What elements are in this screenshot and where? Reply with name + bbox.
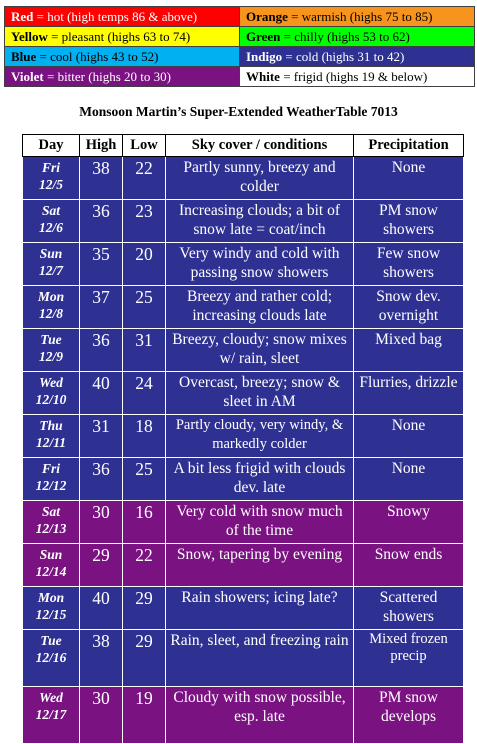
- table-row: [23, 286, 464, 329]
- day-cell: [23, 687, 80, 744]
- legend-item-violet: [5, 67, 240, 87]
- header-precipitation: Precipitation: [354, 135, 464, 157]
- header-high: High: [80, 135, 123, 157]
- precipitation: Flurries, drizzle: [354, 372, 464, 415]
- table-row: [23, 372, 464, 415]
- day-of-week: Thu: [39, 418, 63, 433]
- legend-row: [5, 47, 475, 67]
- low-temp: 25: [123, 286, 166, 329]
- high-temp: 36: [80, 458, 123, 501]
- high-temp: 38: [80, 630, 123, 687]
- day-cell: [23, 544, 80, 587]
- legend-color-name: Green: [246, 28, 281, 44]
- day-cell: [23, 501, 80, 544]
- day-of-week: Fri: [41, 461, 60, 476]
- table-row: [23, 329, 464, 372]
- sky-conditions: Snow, tapering by evening: [166, 544, 354, 587]
- sky-conditions: Partly sunny, breezy and colder: [166, 157, 354, 200]
- header-row: [23, 135, 464, 157]
- legend-description: = warmish (highs 75 to 85): [287, 8, 433, 24]
- legend-color-name: Red: [11, 8, 34, 24]
- precipitation: None: [354, 458, 464, 501]
- legend-color-name: Violet: [11, 68, 44, 84]
- precipitation: Few snow showers: [354, 243, 464, 286]
- low-temp: 25: [123, 458, 166, 501]
- day-of-week: Mon: [37, 590, 65, 605]
- low-temp: 24: [123, 372, 166, 415]
- sky-conditions: Overcast, breezy; snow & sleet in AM: [166, 372, 354, 415]
- low-temp: 29: [123, 630, 166, 687]
- legend-description: = pleasant (highs 63 to 74): [47, 28, 191, 44]
- sky-conditions: Cloudy with snow possible, esp. late: [166, 687, 354, 744]
- low-temp: 29: [123, 587, 166, 630]
- low-temp: 23: [123, 200, 166, 243]
- low-temp: 22: [123, 544, 166, 587]
- low-temp: 22: [123, 157, 166, 200]
- legend-description: = frigid (highs 19 & below): [279, 68, 428, 84]
- high-temp: 30: [80, 501, 123, 544]
- precipitation: None: [354, 157, 464, 200]
- day-of-week: Mon: [37, 289, 65, 304]
- legend-description: = bitter (highs 20 to 30): [43, 68, 171, 84]
- high-temp: 36: [80, 200, 123, 243]
- precipitation: Mixed frozen precip: [354, 630, 464, 687]
- date: 12/17: [35, 707, 67, 722]
- precipitation: PM snow showers: [354, 200, 464, 243]
- high-temp: 31: [80, 415, 123, 458]
- sky-conditions: Breezy, cloudy; snow mixes w/ rain, sleet: [166, 329, 354, 372]
- date: 12/11: [35, 435, 66, 450]
- day-cell: [23, 415, 80, 458]
- sky-conditions: Partly cloudy, very windy, & markedly colder: [166, 415, 354, 458]
- precipitation: Snow dev. overnight: [354, 286, 464, 329]
- sky-conditions: Increasing clouds; a bit of snow late = coat/inch: [166, 200, 354, 243]
- day-cell: [23, 200, 80, 243]
- day-of-week: Wed: [39, 690, 63, 705]
- legend-description: = cool (highs 43 to 52): [36, 48, 159, 64]
- day-of-week: Wed: [39, 375, 63, 390]
- legend-item-red: [5, 7, 240, 27]
- day-cell: [23, 243, 80, 286]
- date: 12/5: [38, 177, 63, 192]
- high-temp: 35: [80, 243, 123, 286]
- legend-item-white: [240, 67, 475, 87]
- day-of-week: Sat: [41, 504, 60, 519]
- day-cell: [23, 157, 80, 200]
- legend-row: [5, 7, 475, 27]
- high-temp: 40: [80, 587, 123, 630]
- day-cell: [23, 458, 80, 501]
- date: 12/13: [35, 521, 67, 536]
- date: 12/12: [35, 478, 67, 493]
- table-row: [23, 200, 464, 243]
- header-sky: Sky cover / conditions: [166, 135, 354, 157]
- precipitation: Snowy: [354, 501, 464, 544]
- precipitation: Mixed bag: [354, 329, 464, 372]
- day-of-week: Fri: [41, 160, 60, 175]
- legend-description: = hot (high temps 86 & above): [33, 8, 198, 24]
- legend-description: = cold (highs 31 to 42): [282, 48, 405, 64]
- date: 12/6: [38, 220, 63, 235]
- low-temp: 20: [123, 243, 166, 286]
- day-of-week: Sat: [41, 203, 60, 218]
- high-temp: 40: [80, 372, 123, 415]
- sky-conditions: Very cold with snow much of the time: [166, 501, 354, 544]
- legend-color-name: Indigo: [246, 48, 283, 64]
- date: 12/7: [38, 263, 63, 278]
- legend-item-yellow: [5, 27, 240, 47]
- table-row: [23, 157, 464, 200]
- low-temp: 19: [123, 687, 166, 744]
- date: 12/16: [35, 650, 67, 665]
- day-cell: [23, 630, 80, 687]
- low-temp: 16: [123, 501, 166, 544]
- high-temp: 36: [80, 329, 123, 372]
- low-temp: 18: [123, 415, 166, 458]
- legend-item-indigo: [240, 47, 475, 67]
- precipitation: Snow ends: [354, 544, 464, 587]
- day-cell: [23, 587, 80, 630]
- legend-color-name: Orange: [246, 8, 288, 24]
- day-of-week: Tue: [40, 633, 62, 648]
- day-cell: [23, 329, 80, 372]
- legend-color-name: Blue: [11, 48, 37, 64]
- date: 12/9: [38, 349, 63, 364]
- legend-description: = chilly (highs 53 to 62): [280, 28, 410, 44]
- table-row: [23, 458, 464, 501]
- legend-item-green: [240, 27, 475, 47]
- precipitation: Scattered showers: [354, 587, 464, 630]
- date: 12/10: [35, 392, 67, 407]
- legend-color-name: White: [246, 68, 280, 84]
- sky-conditions: Rain, sleet, and freezing rain: [166, 630, 354, 687]
- day-cell: [23, 372, 80, 415]
- header-low: Low: [123, 135, 166, 157]
- date: 12/14: [35, 564, 67, 579]
- weather-table: [22, 134, 464, 744]
- date: 12/15: [35, 607, 67, 622]
- table-row: [23, 544, 464, 587]
- legend-color-name: Yellow: [11, 28, 48, 44]
- high-temp: 38: [80, 157, 123, 200]
- legend-item-blue: [5, 47, 240, 67]
- low-temp: 31: [123, 329, 166, 372]
- legend-row: [5, 67, 475, 87]
- day-of-week: Sun: [39, 547, 63, 562]
- day-of-week: Tue: [40, 332, 62, 347]
- high-temp: 37: [80, 286, 123, 329]
- table-title: Monsoon Martin’s Super-Extended WeatherTable 7013: [79, 104, 398, 119]
- color-legend: [4, 6, 475, 87]
- table-row: [23, 501, 464, 544]
- table-row: [23, 687, 464, 744]
- day-cell: [23, 286, 80, 329]
- table-row: [23, 587, 464, 630]
- precipitation: None: [354, 415, 464, 458]
- sky-conditions: Breezy and rather cold; increasing clouds late: [166, 286, 354, 329]
- precipitation: PM snow develops: [354, 687, 464, 744]
- table-row: [23, 415, 464, 458]
- legend-item-orange: [240, 7, 475, 27]
- day-of-week: Sun: [39, 246, 63, 261]
- header-day: Day: [23, 135, 80, 157]
- date: 12/8: [38, 306, 63, 321]
- table-row: [23, 243, 464, 286]
- sky-conditions: A bit less frigid with clouds dev. late: [166, 458, 354, 501]
- high-temp: 30: [80, 687, 123, 744]
- legend-row: [5, 27, 475, 47]
- sky-conditions: Very windy and cold with passing snow showers: [166, 243, 354, 286]
- sky-conditions: Rain showers; icing late?: [166, 587, 354, 630]
- table-row: [23, 630, 464, 687]
- high-temp: 29: [80, 544, 123, 587]
